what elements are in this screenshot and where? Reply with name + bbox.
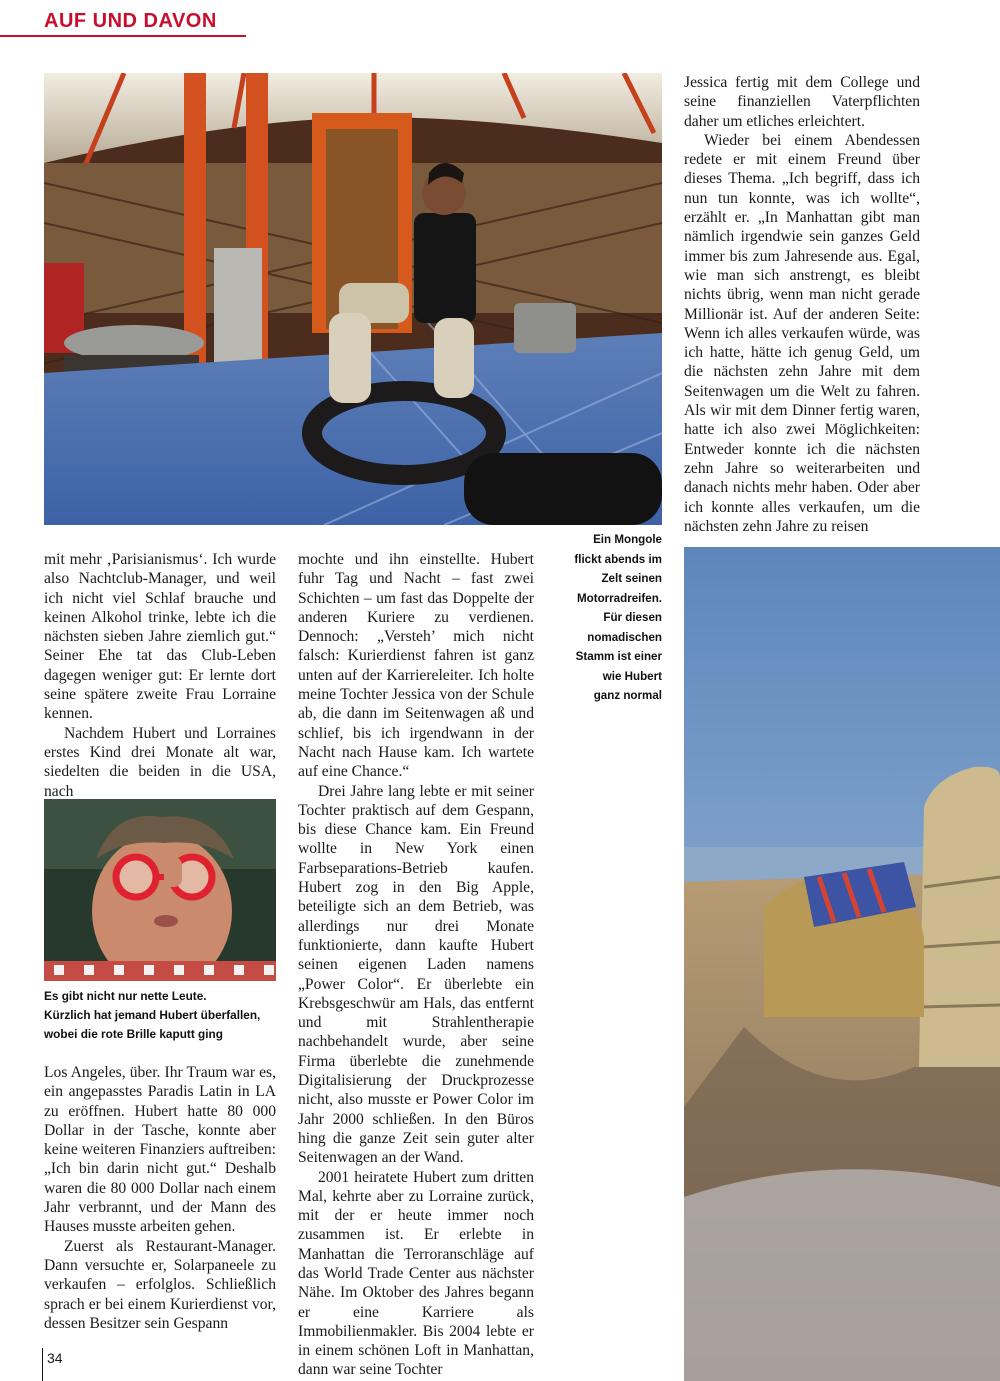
section-title: AUF UND DAVON: [44, 10, 217, 32]
paragraph: Zuerst als Restaurant-Manager. Dann versuchte er, Solarpaneele zu verkaufen – erfolglos. Schließlich sprach er bei einem Kurierdienst vor, dessen Besitzer sein Gespann: [44, 1237, 276, 1332]
paragraph: Wieder bei einem Abendessen redete er mit einem Freund über dieses Thema. „Ich begriff, dass ich nun tun konnte, was ich wollte“, erzählt er. „In Manhattan gibt man nämlich irgendwie sein ganzes Geld immer bis zum Jahresende aus. Egal, wie man sich anstrengt, es bleibt nichts übrig, wenn man nicht gerade Millionär ist. Auf der anderen Seite: Wenn ich alles verkaufen würde, was ich hatte, hätte ich genug Geld, um die nächsten zehn Jahre mit dem Seitenwagen um die Welt zu fahren. Als wir mit dem Dinner fertig waren, hatte ich also zwei Möglichkeiten: Entweder konnte ich die nächsten zehn Jahre so weiterarbeiten und danach nichts mehr haben. Oder aber ich konnte alles verkaufen, um die nächsten zehn Jahre zu reisen: [684, 131, 920, 535]
header-rule: [0, 35, 246, 37]
page-number: 34: [47, 1350, 63, 1366]
mongol-photo-caption: Ein Mongole flickt abends im Zelt seinen Motorradreifen. Für diesen nomadischen Stamm ist einer wie Hubert ganz normal: [574, 533, 662, 702]
article-column-c: [684, 73, 920, 536]
paragraph: Nachdem Hubert und Lorraines erstes Kind drei Monate alt war, siedelten die beiden in die USA, nach: [44, 724, 276, 800]
steppe-yurt-photo: [684, 547, 1000, 1381]
paragraph: Drei Jahre lang lebte er mit seiner Tochter praktisch auf dem Gespann, bis diese Chance kam. Ein Freund wollte in New York einen Farbseparations-Betrieb kaufen. Hubert zog in den Big Apple, beteiligte sich an dem Betrieb, was allerdings nur drei Monate funktionierte, dann kaufte Hubert seinen eigenen Laden namens „Power Color“. Er überlebte ein Krebsgeschwür am Hals, das entfernt und mit Strahlentherapie nachbehandelt wurde, aber seine Firma überlebte die zunehmende Digitalisierung der Druckprozesse nicht, also musste er Power Color im Jahr 2000 schließen. In den Büros hing die ganze Zeit sein guter alter Seitenwagen an der Wand.: [298, 782, 534, 1167]
paragraph: Jessica fertig mit dem College und seine finanziellen Vaterpflichten daher um etliches erleichtert.: [684, 74, 920, 130]
paragraph: mit mehr ‚Parisianismus‘. Ich wurde also Nachtclub-Manager, und weil ich nicht viel Schlaf brauche und keinen Alkohol trinke, lebte ich die nächsten sieben Jahre ziemlich gut.“ Seiner Ehe tat das Club-Leben dagegen weniger gut: Er lernte dort seine spätere zweite Frau Lorraine kennen.: [44, 551, 276, 723]
folio-rule: [42, 1348, 43, 1381]
article-column-b: [298, 550, 534, 1380]
paragraph: 2001 heiratete Hubert zum dritten Mal, kehrte aber zu Lorraine zurück, mit der er heute immer noch zusammen ist. Er erlebte in Manhattan die Terroranschläge auf das World Trade Center aus nächster Nähe. Im Oktober des Jahres begann er eine Karriere als Immobilienmakler. Bis 2004 lebte er in einem schönen Loft in Manhattan, dann war seine Tochter: [298, 1168, 534, 1379]
yurt-photo: [44, 73, 662, 525]
article-column-a-top: [44, 550, 276, 801]
portrait-photo-caption: Es gibt nicht nur nette Leute. Kürzlich hat jemand Hubert überfallen, wobei die rote Brille kaputt ging: [44, 989, 261, 1041]
paragraph: mochte und ihn einstellte. Hubert fuhr Tag und Nacht – fast zwei Schichten – um fast das Doppelte der anderen Kuriere zu verdienen. Dennoch: „Versteh’ mich nicht falsch: Kurierdienst fahren ist ganz unten auf der Karriereleiter. Ich holte meine Tochter Jessica von der Schule ab, die dann im Seitenwagen aß und schlief, bis ich irgendwann in der Nacht nach Hause kam. Ich wartete auf eine Chance.“: [298, 551, 534, 781]
paragraph: Los Angeles, über. Ihr Traum war es, ein angepasstes Paradis Latin in LA zu eröffnen. Hubert hatte 80 000 Dollar in der Tasche, konnte aber keine weiteren Finanziers auftreiben: „Ich bin darin nicht gut.“ Deshalb waren die 80 000 Dollar nach einem Jahr verbrannt, und der Mann des Hauses musste arbeiten gehen.: [44, 1064, 276, 1236]
red-glasses-portrait-photo: [44, 799, 276, 981]
article-column-a-bottom: [44, 1063, 276, 1333]
